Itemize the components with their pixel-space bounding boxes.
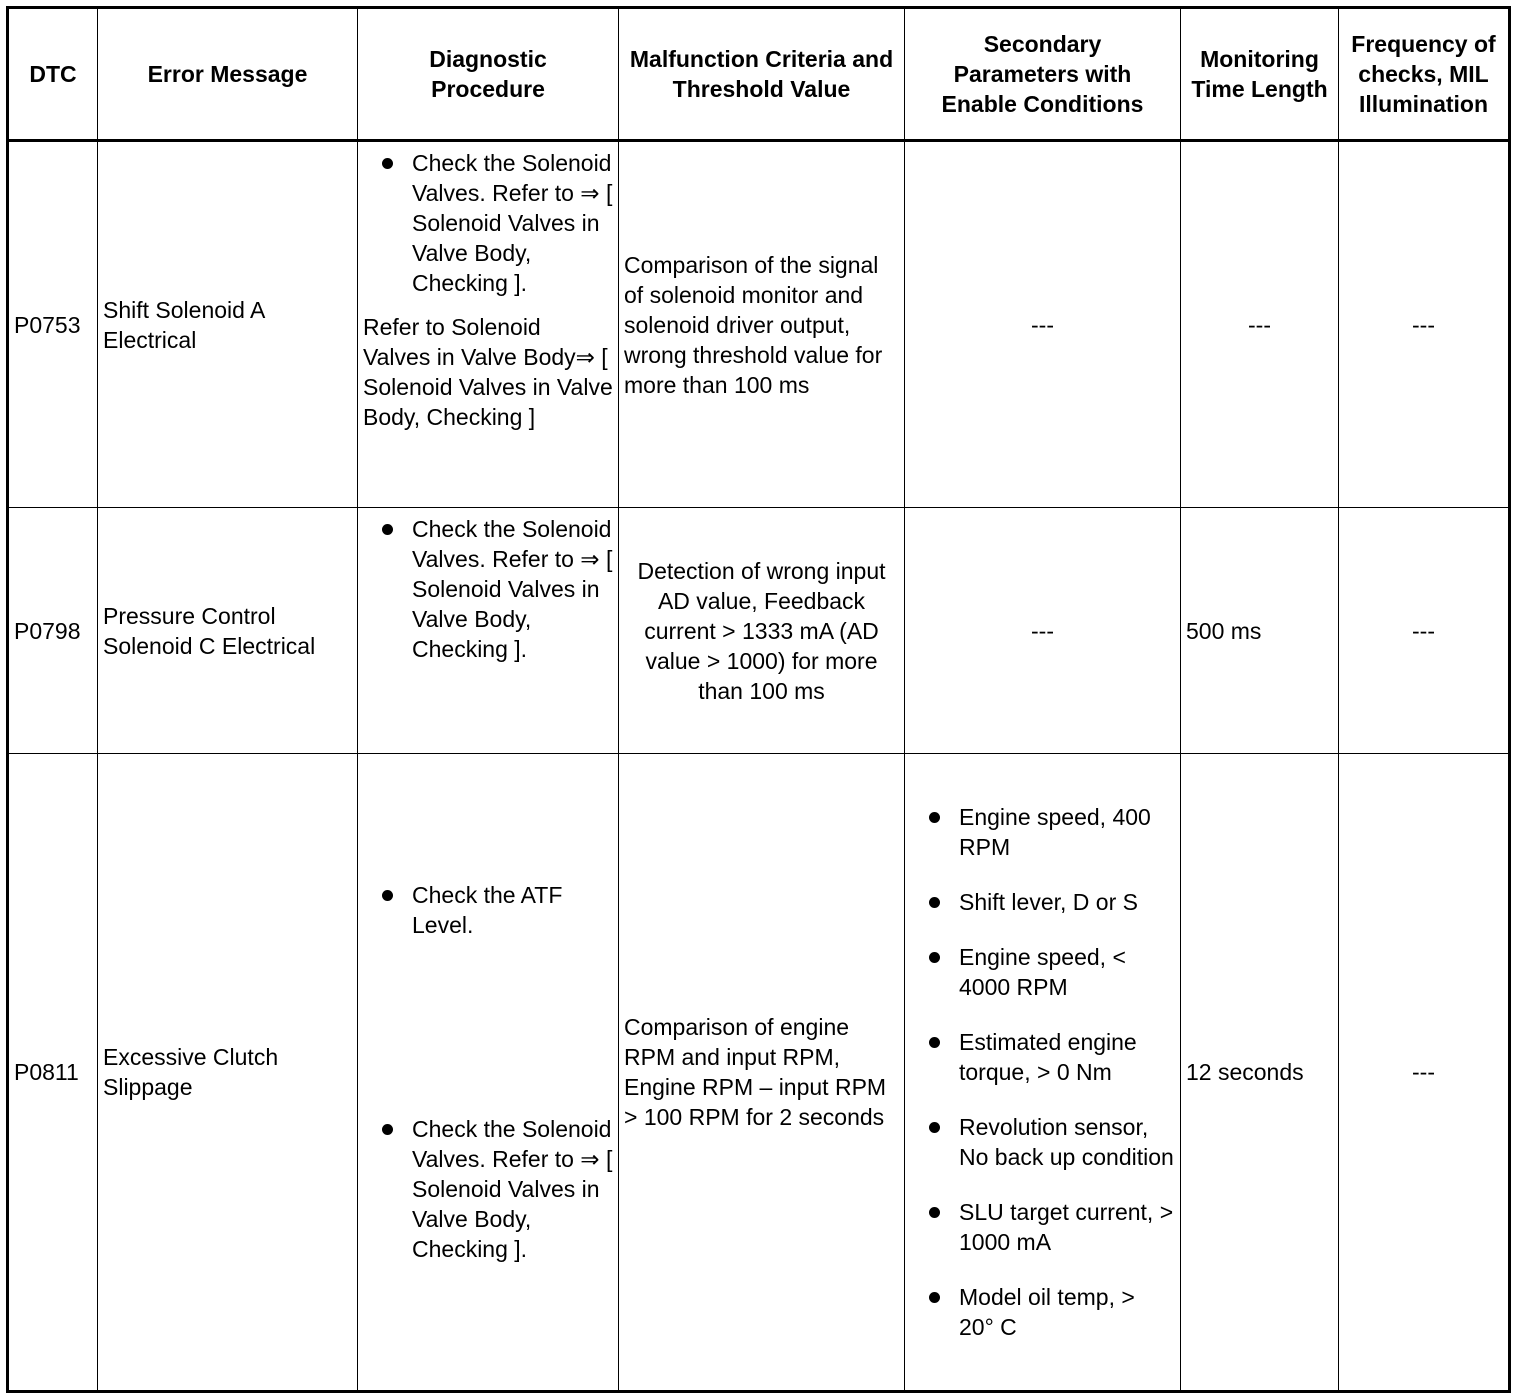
bullet-icon	[382, 524, 393, 535]
dtc-cell: P0753	[8, 141, 98, 508]
diagnostic-procedure-cell	[358, 508, 619, 754]
error-message-cell: Pressure Control Solenoid C Electrical	[98, 508, 358, 754]
bullet-icon	[929, 897, 940, 908]
procedure-bullet	[363, 148, 613, 298]
malfunction-criteria-cell: Comparison of the signal of solenoid monitor and solenoid driver output, wrong threshold value for more than 100 ms	[619, 141, 905, 508]
frequency-cell: ---	[1339, 141, 1510, 508]
bullet-icon	[929, 1122, 940, 1133]
diagnostic-procedure-cell	[358, 141, 619, 508]
header-diagnostic-procedure: Diagnostic Procedure	[358, 8, 619, 141]
malfunction-criteria-cell: Comparison of engine RPM and input RPM, Engine RPM – input RPM > 100 RPM for 2 seconds	[619, 754, 905, 1392]
bullet-icon	[929, 812, 940, 823]
secondary-bullet-text: Engine speed, < 4000 RPM	[959, 944, 1126, 1000]
secondary-bullet	[910, 1027, 1175, 1087]
secondary-parameters-cell	[905, 754, 1181, 1392]
dtc-cell: P0798	[8, 508, 98, 754]
monitoring-time-cell: ---	[1181, 141, 1339, 508]
secondary-bullet	[910, 802, 1175, 862]
secondary-bullet-text: Estimated engine torque, > 0 Nm	[959, 1029, 1137, 1085]
secondary-bullet	[910, 1112, 1175, 1172]
header-malfunction-criteria: Malfunction Criteria and Threshold Value	[619, 8, 905, 141]
procedure-bullet-text: Check the ATF Level.	[412, 882, 563, 938]
bullet-icon	[929, 1207, 940, 1218]
malfunction-criteria-cell: Detection of wrong input AD value, Feedback current > 1333 mA (AD value > 1000) for more than 100 ms	[619, 508, 905, 754]
procedure-bullet	[363, 880, 613, 940]
header-secondary-parameters: Secondary Parameters with Enable Conditions	[905, 8, 1181, 141]
bullet-icon	[382, 158, 393, 169]
dtc-table	[6, 6, 1511, 1393]
secondary-bullet	[910, 1282, 1175, 1342]
secondary-bullet-text: Shift lever, D or S	[959, 889, 1138, 915]
procedure-bullet	[363, 514, 613, 664]
header-frequency: Frequency of checks, MIL Illumination	[1339, 8, 1510, 141]
secondary-bullet-text: Model oil temp, > 20° C	[959, 1284, 1135, 1340]
secondary-bullet-text: SLU target current, > 1000 mA	[959, 1199, 1174, 1255]
table-row	[8, 754, 1510, 1392]
monitoring-time-cell: 500 ms	[1181, 508, 1339, 754]
bullet-icon	[929, 952, 940, 963]
frequency-cell: ---	[1339, 508, 1510, 754]
header-error-message: Error Message	[98, 8, 358, 141]
table-row	[8, 508, 1510, 754]
table-row	[8, 141, 1510, 508]
diagnostic-procedure-cell	[358, 754, 619, 1392]
error-message-cell: Shift Solenoid A Electrical	[98, 141, 358, 508]
bullet-icon	[929, 1037, 940, 1048]
secondary-bullet-text: Revolution sensor, No back up condition	[959, 1114, 1174, 1170]
bullet-icon	[929, 1292, 940, 1303]
procedure-bullet-text: Check the Solenoid Valves. Refer to ⇒ [ Solenoid Valves in Valve Body, Checking ].	[412, 516, 613, 662]
secondary-bullet-text: Engine speed, 400 RPM	[959, 804, 1151, 860]
header-dtc: DTC	[8, 8, 98, 141]
error-message-cell: Excessive Clutch Slippage	[98, 754, 358, 1392]
dtc-cell: P0811	[8, 754, 98, 1392]
bullet-icon	[382, 890, 393, 901]
header-row	[8, 8, 1510, 141]
secondary-parameters-cell: ---	[905, 141, 1181, 508]
frequency-cell: ---	[1339, 754, 1510, 1392]
secondary-bullet	[910, 942, 1175, 1002]
procedure-bullet-text: Check the Solenoid Valves. Refer to ⇒ [ Solenoid Valves in Valve Body, Checking ].	[412, 1116, 613, 1262]
monitoring-time-cell: 12 seconds	[1181, 754, 1339, 1392]
secondary-parameters-cell: ---	[905, 508, 1181, 754]
procedure-bullet	[363, 1114, 613, 1264]
procedure-note: Refer to Solenoid Valves in Valve Body⇒ [ Solenoid Valves in Valve Body, Checking ]	[363, 314, 613, 430]
procedure-bullet-text: Check the Solenoid Valves. Refer to ⇒ [ Solenoid Valves in Valve Body, Checking ].	[412, 150, 613, 296]
header-monitoring-time: Monitoring Time Length	[1181, 8, 1339, 141]
secondary-bullet	[910, 1197, 1175, 1257]
secondary-bullet	[910, 887, 1175, 917]
bullet-icon	[382, 1124, 393, 1135]
